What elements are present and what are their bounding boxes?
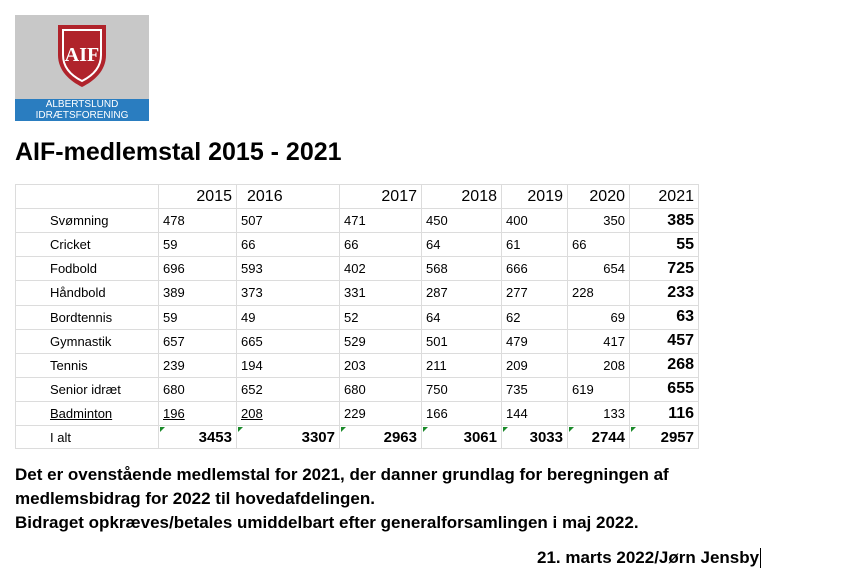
cell-value: 652	[237, 377, 340, 401]
note-line-3: Bidraget opkræves/betales umiddelbart efter generalforsamlingen i maj 2022.	[15, 513, 639, 532]
cell-value-2021: 268	[630, 353, 699, 377]
cell-value: 228	[568, 281, 630, 305]
cell-value: 529	[340, 329, 422, 353]
cell-value-2021: 725	[630, 257, 699, 281]
logo-line-1: ALBERTSLUND	[45, 99, 119, 110]
total-value: 3061	[422, 426, 502, 449]
note-text	[15, 463, 669, 535]
cell-value: 61	[502, 233, 568, 257]
cell-value: 478	[159, 209, 237, 233]
total-value: 2744	[568, 426, 630, 449]
page-title: AIF-medlemstal 2015 - 2021	[15, 138, 342, 166]
header-year: 2021	[630, 185, 699, 209]
table-row	[16, 377, 699, 401]
cell-value: 208	[568, 353, 630, 377]
cell-value: 417	[568, 329, 630, 353]
row-label: Badminton	[16, 401, 159, 425]
cell-value-2021: 233	[630, 281, 699, 305]
row-label: Gymnastik	[16, 329, 159, 353]
table-row	[16, 401, 699, 425]
cell-value: 64	[422, 233, 502, 257]
cell-value: 735	[502, 377, 568, 401]
cell-value: 389	[159, 281, 237, 305]
row-label: Cricket	[16, 233, 159, 257]
cell-value: 277	[502, 281, 568, 305]
cell-value: 680	[159, 377, 237, 401]
cell-value: 750	[422, 377, 502, 401]
cell-value-2021: 655	[630, 377, 699, 401]
cell-value: 211	[422, 353, 502, 377]
cell-value: 208	[237, 401, 340, 425]
cell-value: 196	[159, 401, 237, 425]
cell-value: 593	[237, 257, 340, 281]
cell-value: 287	[422, 281, 502, 305]
header-year: 2017	[340, 185, 422, 209]
table-row	[16, 233, 699, 257]
cell-value: 654	[568, 257, 630, 281]
cell-value: 665	[237, 329, 340, 353]
cell-value: 373	[237, 281, 340, 305]
header-year: 2018	[422, 185, 502, 209]
table-row	[16, 209, 699, 233]
cell-value: 49	[237, 305, 340, 329]
cell-value: 402	[340, 257, 422, 281]
table-header-row	[16, 185, 699, 209]
cell-value: 657	[159, 329, 237, 353]
cell-value: 64	[422, 305, 502, 329]
table-row	[16, 305, 699, 329]
header-year: 2020	[568, 185, 630, 209]
total-label: I alt	[16, 426, 159, 449]
cell-value: 479	[502, 329, 568, 353]
cell-value: 133	[568, 401, 630, 425]
signature: 21. marts 2022/Jørn Jensby	[537, 548, 760, 567]
row-label: Svømning	[16, 209, 159, 233]
table-row	[16, 329, 699, 353]
cell-value: 450	[422, 209, 502, 233]
total-value: 2963	[340, 426, 422, 449]
cell-value: 680	[340, 377, 422, 401]
cell-value: 501	[422, 329, 502, 353]
cell-value: 696	[159, 257, 237, 281]
row-label: Tennis	[16, 353, 159, 377]
header-year: 2016	[237, 185, 340, 209]
cell-value: 166	[422, 401, 502, 425]
row-label: Håndbold	[16, 281, 159, 305]
total-value: 3307	[237, 426, 340, 449]
total-value: 3033	[502, 426, 568, 449]
logo-band	[15, 99, 149, 121]
membership-table	[15, 184, 698, 449]
cell-value: 66	[568, 233, 630, 257]
cell-value: 194	[237, 353, 340, 377]
cell-value: 69	[568, 305, 630, 329]
cell-value: 619	[568, 377, 630, 401]
cell-value: 144	[502, 401, 568, 425]
cell-value: 203	[340, 353, 422, 377]
row-label: Fodbold	[16, 257, 159, 281]
total-value: 3453	[159, 426, 237, 449]
header-empty-cell	[16, 185, 159, 209]
cell-value: 471	[340, 209, 422, 233]
cell-value-2021: 55	[630, 233, 699, 257]
cell-value: 350	[568, 209, 630, 233]
crest-icon	[54, 21, 110, 89]
cell-value: 568	[422, 257, 502, 281]
cell-value: 66	[237, 233, 340, 257]
cell-value: 52	[340, 305, 422, 329]
note-line-1: Det er ovenstående medlemstal for 2021, der danner grundlag for beregningen af	[15, 465, 669, 484]
cell-value: 59	[159, 305, 237, 329]
cell-value: 209	[502, 353, 568, 377]
cell-value: 666	[502, 257, 568, 281]
table-row	[16, 257, 699, 281]
logo-monogram: AIF	[64, 44, 100, 66]
row-label: Senior idræt	[16, 377, 159, 401]
table-row	[16, 353, 699, 377]
cell-value: 400	[502, 209, 568, 233]
header-year: 2015	[159, 185, 237, 209]
total-value-2021: 2957	[630, 426, 699, 449]
cell-value: 239	[159, 353, 237, 377]
cell-value-2021: 63	[630, 305, 699, 329]
logo-line-2: IDRÆTSFORENING	[35, 110, 129, 121]
cell-value: 229	[340, 401, 422, 425]
cell-value: 331	[340, 281, 422, 305]
cell-value: 59	[159, 233, 237, 257]
cell-value: 507	[237, 209, 340, 233]
header-year: 2019	[502, 185, 568, 209]
cell-value-2021: 385	[630, 209, 699, 233]
row-label: Bordtennis	[16, 305, 159, 329]
cell-value-2021: 457	[630, 329, 699, 353]
total-row	[16, 426, 699, 449]
note-line-2: medlemsbidrag for 2022 til hovedafdelingen.	[15, 489, 375, 508]
club-logo	[15, 15, 149, 121]
cell-value-2021: 116	[630, 401, 699, 425]
cell-value: 62	[502, 305, 568, 329]
cell-value: 66	[340, 233, 422, 257]
table-row	[16, 281, 699, 305]
